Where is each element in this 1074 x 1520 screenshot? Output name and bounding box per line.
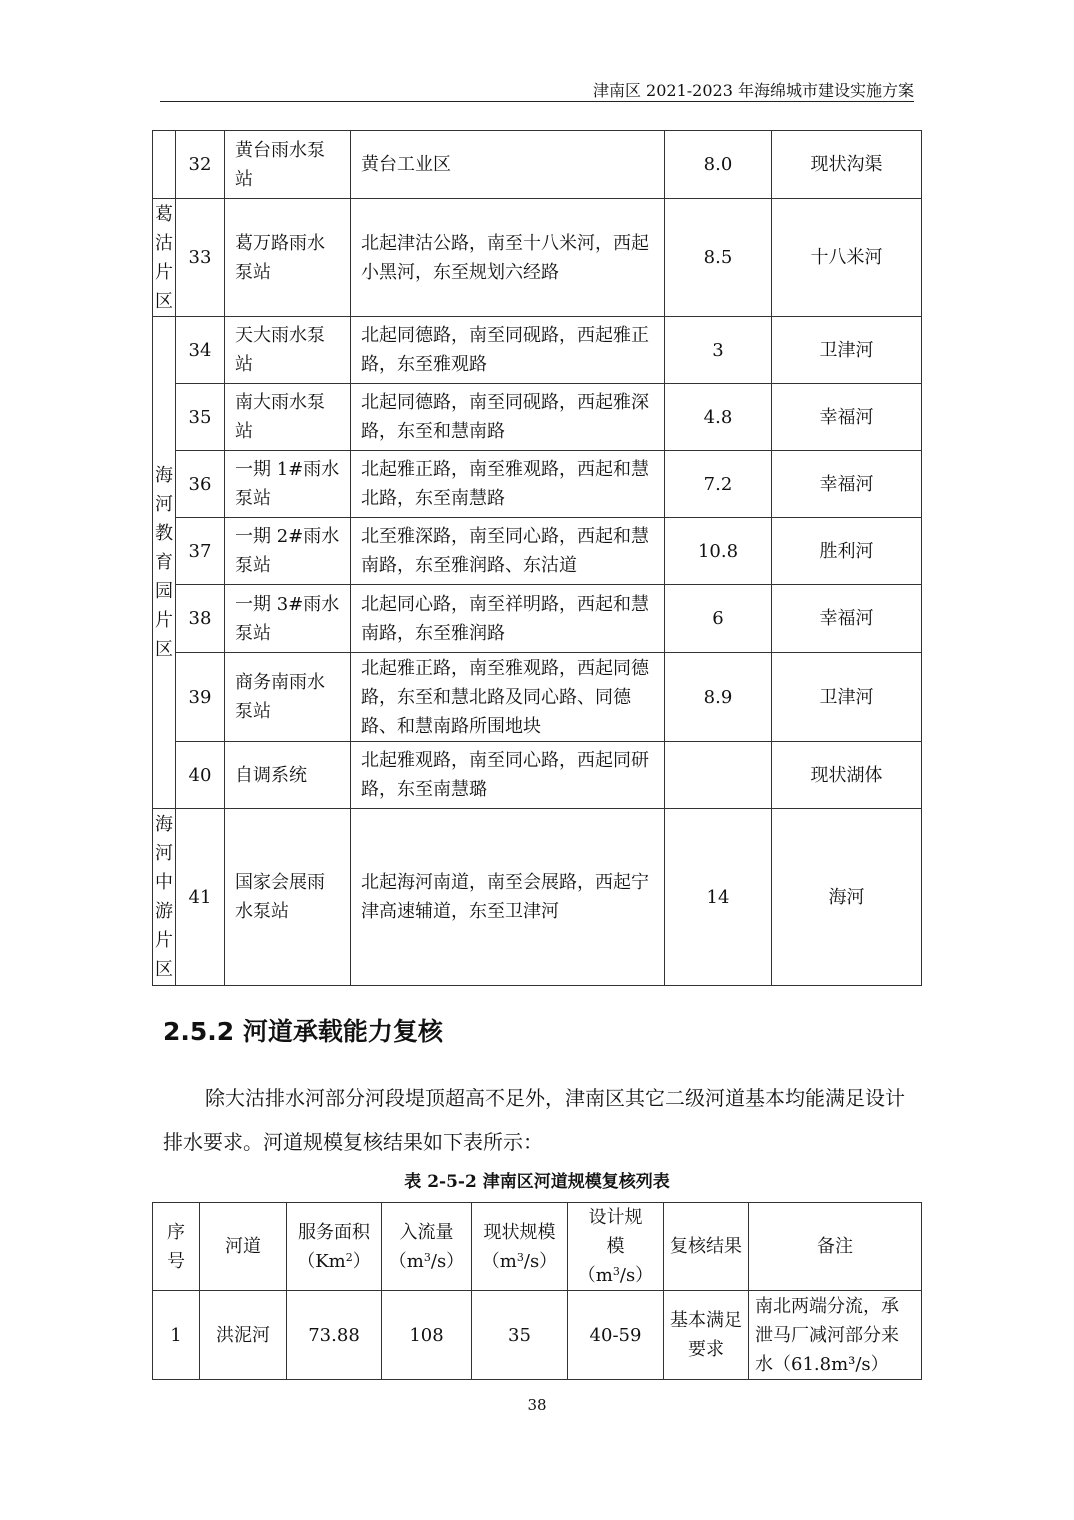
station-size: 8.0 xyxy=(665,131,772,199)
station-name: 一期 3#雨水泵站 xyxy=(225,585,351,653)
table-row xyxy=(153,809,922,986)
cell-current: 35 xyxy=(472,1291,568,1380)
row-number: 36 xyxy=(176,451,225,518)
running-header: 津南区 2021-2023 年海绵城市建设实施方案 xyxy=(160,78,914,102)
outlet-river: 海河 xyxy=(772,809,922,986)
station-name: 黄台雨水泵站 xyxy=(225,131,351,199)
service-range: 北起津沽公路，南至十八米河，西起小黑河，东至规划六经路 xyxy=(351,199,665,317)
area-group-cell xyxy=(153,809,176,986)
row-number: 39 xyxy=(176,653,225,742)
page-number: 38 xyxy=(527,1396,547,1414)
row-number: 32 xyxy=(176,131,225,199)
cell-inflow: 108 xyxy=(382,1291,472,1380)
station-name: 自调系统 xyxy=(225,742,351,809)
table-row xyxy=(153,518,922,585)
service-range: 北起海河南道，南至会展路，西起宁津高速辅道，东至卫津河 xyxy=(351,809,665,986)
outlet-river: 现状沟渠 xyxy=(772,131,922,199)
station-size: 14 xyxy=(665,809,772,986)
station-name: 一期 1#雨水泵站 xyxy=(225,451,351,518)
station-name: 国家会展雨水泵站 xyxy=(225,809,351,986)
header-seq: 序号 xyxy=(153,1203,200,1291)
service-range: 黄台工业区 xyxy=(351,131,665,199)
cell-area: 73.88 xyxy=(287,1291,382,1380)
outlet-river: 幸福河 xyxy=(772,451,922,518)
header-inflow: 入流量 $(m^3/s)$ xyxy=(382,1203,472,1291)
river-review-table xyxy=(152,1202,922,1380)
row-number: 35 xyxy=(176,384,225,451)
header-result: 复核结果 xyxy=(664,1203,749,1291)
table-caption: 表 2-5-2 津南区河道规模复核列表 xyxy=(404,1172,670,1192)
area-group-cell xyxy=(153,199,176,317)
outlet-river: 卫津河 xyxy=(772,653,922,742)
header-design: 设计规 模$(m^3/s)$ xyxy=(568,1203,664,1291)
area-group-label: 葛沽片区 xyxy=(155,203,173,312)
row-number: 38 xyxy=(176,585,225,653)
row-number: 33 xyxy=(176,199,225,317)
cell-result: 基本满足要求 xyxy=(664,1291,749,1380)
table-row xyxy=(153,653,922,742)
table-row xyxy=(153,199,922,317)
row-number: 34 xyxy=(176,317,225,384)
table-row xyxy=(153,451,922,518)
table-row xyxy=(153,1291,922,1380)
area-group-label: 海河教育园片区 xyxy=(155,465,173,660)
service-range: 北起雅观路，南至同心路，西起同研路，东至南慧璐 xyxy=(351,742,665,809)
table-header-row xyxy=(153,1203,922,1291)
area-group-cell xyxy=(153,317,176,809)
area-cell xyxy=(153,131,176,199)
header-river: 河道 xyxy=(200,1203,287,1291)
outlet-river: 现状湖体 xyxy=(772,742,922,809)
row-number: 41 xyxy=(176,809,225,986)
service-range: 北起雅正路，南至雅观路，西起和慧北路，东至南慧路 xyxy=(351,451,665,518)
outlet-river: 幸福河 xyxy=(772,585,922,653)
station-size xyxy=(665,742,772,809)
station-size: 6 xyxy=(665,585,772,653)
station-size: 10.8 xyxy=(665,518,772,585)
station-name: 南大雨水泵站 xyxy=(225,384,351,451)
cell-note: 南北两端分流，承泄马厂减河部分来水（61.8m³/s） xyxy=(749,1291,922,1380)
outlet-river: 幸福河 xyxy=(772,384,922,451)
cell-design: 40-59 xyxy=(568,1291,664,1380)
service-range: 北起同德路，南至同砚路，西起雅正路，东至雅观路 xyxy=(351,317,665,384)
station-size: 8.5 xyxy=(665,199,772,317)
table-row xyxy=(153,742,922,809)
service-range: 北起雅正路，南至雅观路，西起同德路，东至和慧北路及同心路、同德路、和慧南路所围地块 xyxy=(351,653,665,742)
station-name: 一期 2#雨水泵站 xyxy=(225,518,351,585)
service-range: 北起同心路，南至祥明路，西起和慧南路，东至雅润路 xyxy=(351,585,665,653)
row-number: 37 xyxy=(176,518,225,585)
station-size: 4.8 xyxy=(665,384,772,451)
station-name: 葛万路雨水泵站 xyxy=(225,199,351,317)
section-heading: 2.5.2 河道承载能力复核 xyxy=(163,1017,443,1046)
table-row xyxy=(153,317,922,384)
header-area: 服务面积 （Km$^2$） xyxy=(287,1203,382,1291)
outlet-river: 十八米河 xyxy=(772,199,922,317)
station-name: 天大雨水泵站 xyxy=(225,317,351,384)
outlet-river: 胜利河 xyxy=(772,518,922,585)
table-row xyxy=(153,131,922,199)
pump-station-table xyxy=(152,130,922,986)
station-name: 商务南雨水泵站 xyxy=(225,653,351,742)
outlet-river: 卫津河 xyxy=(772,317,922,384)
cell-river: 洪泥河 xyxy=(200,1291,287,1380)
row-number: 40 xyxy=(176,742,225,809)
station-size: 8.9 xyxy=(665,653,772,742)
service-range: 北至雅深路，南至同心路，西起和慧南路，东至雅润路、东沽道 xyxy=(351,518,665,585)
header-current: 现状规模 $(m^3/s)$ xyxy=(472,1203,568,1291)
body-paragraph: 除大沽排水河部分河段堤顶超高不足外，津南区其它二级河道基本均能满足设计排水要求。河道规模复核结果如下表所示： xyxy=(163,1086,905,1154)
station-size: 7.2 xyxy=(665,451,772,518)
cell-seq: 1 xyxy=(153,1291,200,1380)
station-size: 3 xyxy=(665,317,772,384)
table-row xyxy=(153,384,922,451)
header-note: 备注 xyxy=(749,1203,922,1291)
table-row xyxy=(153,585,922,653)
area-group-label: 海河中游片区 xyxy=(155,814,173,980)
service-range: 北起同德路，南至同砚路，西起雅深路，东至和慧南路 xyxy=(351,384,665,451)
